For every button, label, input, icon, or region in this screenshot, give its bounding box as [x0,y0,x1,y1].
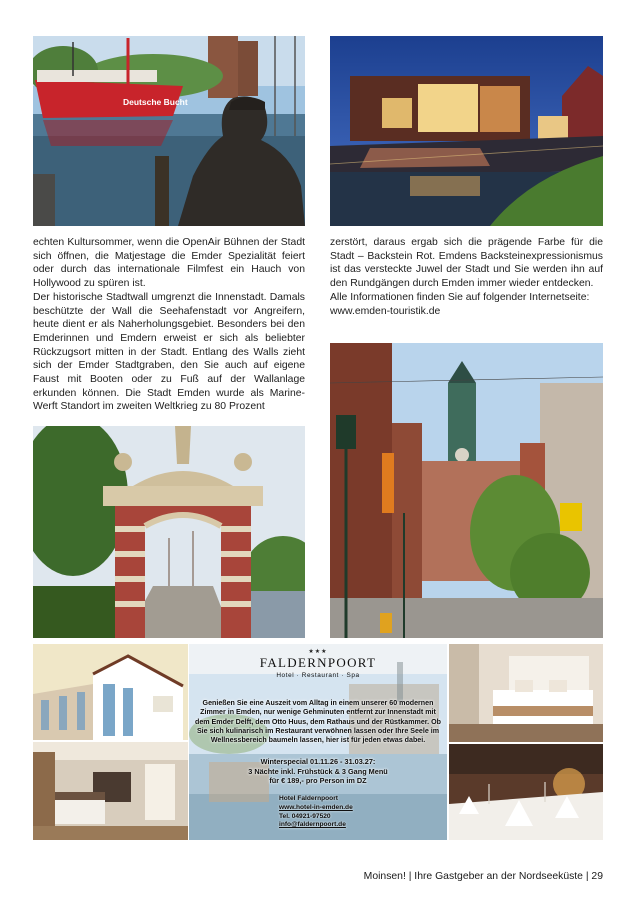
kunsthalle-illustration [330,36,603,226]
tourism-website-link[interactable]: www.emden-touristik.de [330,305,441,317]
hotel-brand-subtitle: Hotel · Restaurant · Spa [276,672,360,679]
hotel-email-link[interactable]: info@faldernpoort.de [279,821,346,829]
hotel-description: Genießen Sie eine Auszeit vom Alltag in einem unserer 60 modernen Zimmer in Emden, nur wenige Gehminuten entfernt zur Innenstadt mit dem Emder Delft, dem Otto Huus, dem Rathaus und der Rüstkammer. [195,699,436,726]
hotel-exterior-illustration [33,644,188,740]
winter-special-package: 3 Nächte inkl. Frühstück & 3 Gang Menü [248,766,388,776]
hotel-restaurant-photo [449,744,603,840]
hotel-bedroom-photo [449,644,603,742]
column-left-text [33,236,305,414]
hotel-restaurant-illustration [449,744,603,840]
hotel-advertisement [33,644,603,840]
backstein-paragraph: zerstört, daraus ergab sich die prägende Farbe für die Stadt – Backstein Rot. Emdens Backsteinexpressionismus ist das versteckte Juwel der Stadt und Sie werden ihn auf den Rundgängen durch Emden immer wieder entdecken. [330,237,603,290]
town-street-illustration [330,343,603,638]
winter-special-price: für € 189,- pro Person im DZ [269,776,367,786]
hotel-brand-logo: FALDERNPOORT [259,655,377,670]
stadtwall-paragraph: Der historische Stadtwall umgrenzt die Innenstadt. Damals beschützte der Wall die Seehafenstadt vor Angreifern, heute dient er als Naherholungsgebiet. Besonders bei den Emderinnen und Emdern erweist er sich als beliebter Rückzugsort mitten in der Stadt. Entlang des Walls zieht sich der Emder Stadtgraben, den Sie auch auf eigene Faust mit Booten oder zu Fuß auf der Wallanlage erkunden können. Die Stadt Emden wurde als Marine-Werft Standort im zweiten Weltkrieg zu 80 Prozent [33,291,305,413]
winter-special-title: Winterspecial 01.11.26 - 31.03.27: [260,757,376,767]
page-footer: Moinsen! | Ihre Gastgeber an der Nordseeküste | 29 [363,871,603,882]
hotel-room-illustration [33,742,188,840]
town-street-photo [330,343,603,638]
column-right-text [330,236,603,318]
ship-name: Deutsche Bucht [123,97,188,107]
hotel-website-link[interactable]: www.hotel-in-emden.de [279,803,353,811]
hotel-exterior-photo [33,644,188,740]
hotel-room-photo [33,742,188,840]
brick-gate-photo [33,426,305,638]
harbor-photo [33,36,305,226]
hotel-phone: Tel. 04921-97520 [279,812,331,820]
harbor-illustration [33,36,305,226]
hotel-name: Hotel Faldernpoort [279,795,338,803]
info-paragraph: Alle Informationen finden Sie auf folgender Internetseite: [330,291,590,303]
intro-paragraph: echten Kultursommer, wenn die OpenAir Bühnen der Stadt sich öffnen, die Matjestage die Emder Spezialität feiert oder durch das internationale Filmfest ein Hauch von Hollywood zu spüren ist. [33,237,305,290]
kunsthalle-night-photo [330,36,603,226]
hotel-rating-stars: ★★★ [308,649,328,655]
hotel-description-wellness: Ob Sie sich kulinarisch im Restaurant verwöhnen lassen oder Ihre Seele im Wellnessbereich baumeln lassen, hier ist für jeden etwas dabei. [196,717,441,745]
brick-gate-illustration [33,426,305,638]
hotel-bedroom-illustration [449,644,603,742]
hotel-ad-info-panel [189,644,447,840]
